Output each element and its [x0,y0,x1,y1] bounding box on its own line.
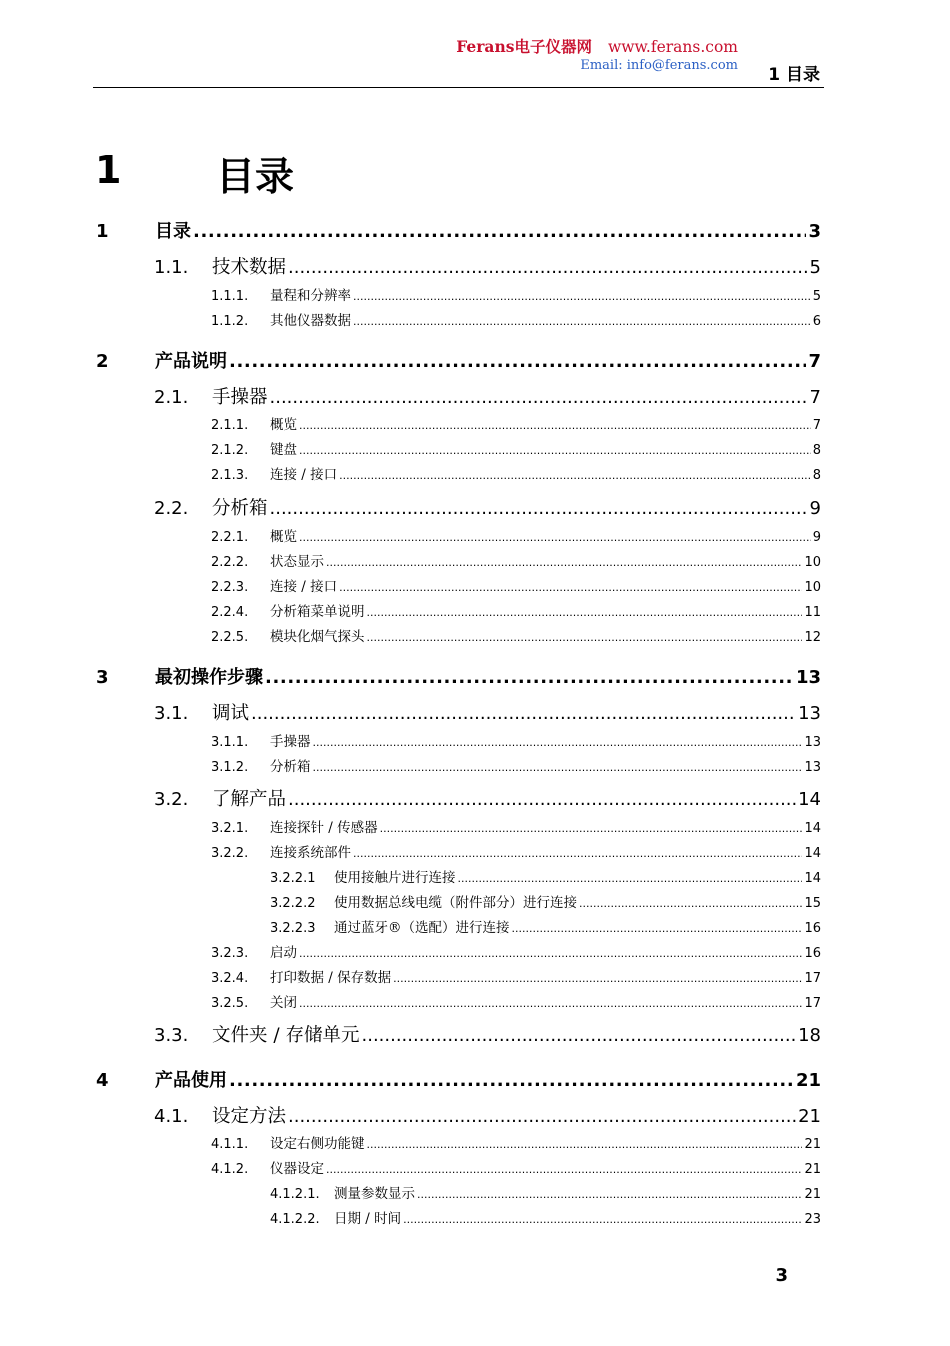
chapter-title: 目录 [216,155,295,200]
toc-entry-page: 18 [798,1025,821,1046]
toc-entry-title: 使用数据总线电缆（附件部分）进行连接 [334,895,577,911]
toc-entry[interactable] [154,699,821,725]
toc-entry-number: 3.2.5. [211,996,249,1011]
toc-entry-number: 3.1. [154,703,189,724]
toc-entry-number: 2.2.2. [211,555,249,570]
toc-dot-leader [458,872,803,885]
toc-entry-number: 4.1.1. [211,1137,249,1152]
toc-dot-leader [313,761,803,774]
toc-dot-leader [353,290,811,303]
toc-entry-page: 13 [795,667,821,688]
toc-entry-number: 4 [96,1070,109,1091]
toc-entry[interactable] [96,663,821,689]
toc-entry-page: 10 [804,580,821,595]
page-number: 3 [775,1265,788,1286]
toc-entry[interactable] [211,730,821,750]
toc-entry[interactable] [154,383,821,409]
toc-entry-number: 3.3. [154,1025,189,1046]
toc-entry-title: 量程和分辨率 [270,288,351,304]
toc-entry-title: 连接探针 / 传感器 [270,820,378,836]
toc-entry-number: 2.1.3. [211,468,249,483]
toc-entry-title: 关闭 [270,995,297,1011]
toc-entry[interactable] [211,841,821,861]
toc-entry-number: 1.1.2. [211,314,249,329]
toc-entry-page: 8 [812,468,821,483]
chapter-number: 1 [95,148,122,192]
toc-entry-title: 设定方法 [212,1106,287,1127]
toc-entry[interactable] [154,494,821,520]
toc-entry-number: 3.2.3. [211,946,249,961]
toc-entry[interactable] [270,916,821,936]
toc-dot-leader [339,581,802,594]
toc-entry-page: 5 [809,257,821,278]
toc-entry-title: 分析箱菜单说明 [270,604,365,620]
toc-entry-title: 调试 [212,703,250,724]
toc-entry-page: 9 [809,498,821,519]
toc-entry[interactable] [211,463,821,483]
toc-entry-number: 2.1. [154,387,189,408]
toc-entry-page: 21 [804,1137,821,1152]
toc-entry[interactable] [211,1157,821,1177]
toc-entry-page: 5 [812,289,821,304]
toc-entry-number: 4.1. [154,1106,189,1127]
toc-dot-leader [362,1025,797,1046]
toc-entry-title: 仪器设定 [270,1161,324,1177]
toc-dot-leader [313,736,803,749]
toc-entry-page: 13 [798,703,821,724]
toc-entry[interactable] [211,309,821,329]
toc-entry[interactable] [211,991,821,1011]
toc-entry[interactable] [211,550,821,570]
toc-entry[interactable] [154,253,821,279]
toc-entry-page: 17 [804,971,821,986]
toc-entry-title: 状态显示 [270,554,324,570]
toc-entry-page: 6 [812,314,821,329]
toc-entry[interactable] [211,1132,821,1152]
toc-dot-leader [326,1163,802,1176]
toc-entry-title: 了解产品 [212,789,287,810]
toc-entry[interactable] [211,284,821,304]
toc-dot-leader [403,1213,802,1226]
toc-entry-page: 21 [798,1106,821,1127]
toc-dot-leader [353,315,811,328]
toc-entry-page: 7 [812,418,821,433]
toc-entry-title: 目录 [155,221,191,242]
toc-entry[interactable] [211,966,821,986]
toc-entry-page: 7 [808,351,821,372]
toc-entry-title: 其他仪器数据 [270,313,351,329]
toc-dot-leader [288,257,808,278]
toc-dot-leader [380,822,803,835]
toc-entry-title: 模块化烟气探头 [270,629,365,645]
toc-dot-leader [299,444,811,457]
toc-dot-leader [367,631,803,644]
toc-entry-number: 2.2.4. [211,605,249,620]
toc-entry[interactable] [211,600,821,620]
toc-entry-number: 2.1.2. [211,443,249,458]
toc-entry-title: 打印数据 / 保存数据 [270,970,392,986]
toc-entry-page: 3 [808,221,821,242]
toc-entry-title: 产品使用 [155,1070,227,1091]
toc-entry-number: 2.1.1. [211,418,249,433]
header-divider [93,87,824,88]
toc-entry-number: 3.2.2.3 [270,921,316,936]
toc-entry-page: 10 [804,555,821,570]
toc-entry-number: 3.2.4. [211,971,249,986]
toc-entry-page: 17 [804,996,821,1011]
toc-entry[interactable] [270,1182,821,1202]
toc-entry-title: 技术数据 [212,257,287,278]
toc-entry[interactable] [96,1066,821,1092]
toc-entry[interactable] [154,1021,821,1047]
toc-entry-number: 1.1.1. [211,289,249,304]
toc-dot-leader [288,1106,796,1127]
toc-dot-leader [299,997,802,1010]
toc-dot-leader [299,419,811,432]
toc-dot-leader [193,221,806,242]
toc-entry[interactable] [211,755,821,775]
page-header [93,30,824,88]
toc-dot-leader [229,1070,794,1091]
toc-entry-page: 11 [804,605,821,620]
toc-dot-leader [339,469,811,482]
toc-entry-page: 21 [804,1187,821,1202]
toc-entry-number: 2.2.3. [211,580,249,595]
toc-entry-number: 1.1. [154,257,189,278]
header-brand [456,35,738,57]
toc-dot-leader [299,947,802,960]
toc-entry[interactable] [154,1102,821,1128]
toc-entry-number: 3.2.2.1 [270,871,316,886]
toc-dot-leader [270,387,808,408]
toc-entry-title: 概览 [270,417,297,433]
toc-entry-number: 3.2.2. [211,846,249,861]
toc-entry[interactable] [211,816,821,836]
toc-entry[interactable] [211,625,821,645]
toc-entry-number: 3.2. [154,789,189,810]
toc-entry-number: 2.2. [154,498,189,519]
toc-entry-number: 2.2.1. [211,530,249,545]
toc-entry-page: 21 [804,1162,821,1177]
header-chapter-title: 1 目录 [768,65,820,85]
toc-entry-title: 通过蓝牙®（选配）进行连接 [334,920,510,936]
toc-entry-title: 最初操作步骤 [155,667,263,688]
toc-dot-leader [229,351,806,372]
toc-entry[interactable] [270,866,821,886]
toc-entry-title: 连接系统部件 [270,845,351,861]
toc-entry-title: 分析箱 [212,498,268,519]
toc-entry-page: 8 [812,443,821,458]
toc-entry-title: 分析箱 [270,759,311,775]
toc-entry-page: 9 [812,530,821,545]
toc-dot-leader [270,498,808,519]
toc-entry-title: 启动 [270,945,297,961]
brand-url[interactable]: www.ferans.com [607,38,738,56]
toc-entry-number: 3.1.1. [211,735,249,750]
toc-entry-page: 7 [809,387,821,408]
toc-entry-page: 16 [804,946,821,961]
toc-entry[interactable] [211,413,821,433]
toc-entry-title: 文件夹 / 存储单元 [212,1025,360,1046]
toc-entry[interactable] [270,891,821,911]
toc-dot-leader [512,922,803,935]
toc-entry-page: 14 [804,846,821,861]
toc-entry-title: 设定右侧功能键 [270,1136,365,1152]
toc-entry-page: 23 [804,1212,821,1227]
toc-entry-page: 13 [804,735,821,750]
toc-entry-number: 3.2.1. [211,821,249,836]
toc-entry-page: 13 [804,760,821,775]
toc-entry-number: 2 [96,351,109,372]
toc-entry[interactable] [270,1207,821,1227]
toc-entry-number: 4.1.2.2. [270,1212,320,1227]
toc-entry-page: 15 [804,896,821,911]
toc-dot-leader [367,1138,803,1151]
toc-entry[interactable] [96,217,821,243]
toc-entry-number: 3.1.2. [211,760,249,775]
toc-entry[interactable] [211,438,821,458]
toc-entry[interactable] [154,785,821,811]
toc-entry-title: 手操器 [270,734,311,750]
toc-entry-number: 3.2.2.2 [270,896,316,911]
toc-entry-page: 21 [795,1070,821,1091]
toc-entry[interactable] [211,525,821,545]
toc-dot-leader [288,789,796,810]
toc-dot-leader [299,531,811,544]
toc-entry-title: 键盘 [270,442,297,458]
toc-entry[interactable] [211,575,821,595]
toc-entry-title: 产品说明 [155,351,227,372]
toc-entry[interactable] [96,347,821,373]
toc-entry-title: 连接 / 接口 [270,467,338,483]
toc-entry-number: 4.1.2. [211,1162,249,1177]
toc-dot-leader [393,972,802,985]
toc-entry-title: 手操器 [212,387,268,408]
toc-entry-page: 16 [804,921,821,936]
toc-dot-leader [265,667,794,688]
toc-entry[interactable] [211,941,821,961]
toc-entry-title: 测量参数显示 [334,1186,415,1202]
toc-entry-page: 12 [804,630,821,645]
toc-entry-title: 日期 / 时间 [334,1211,402,1227]
toc-entry-page: 14 [798,789,821,810]
toc-entry-number: 4.1.2.1. [270,1187,320,1202]
toc-dot-leader [367,606,803,619]
toc-entry-title: 使用接触片进行连接 [334,870,456,886]
toc-entry-page: 14 [804,821,821,836]
toc-entry-title: 概览 [270,529,297,545]
toc-entry-number: 3 [96,667,109,688]
toc-dot-leader [326,556,802,569]
toc-entry-number: 1 [96,221,109,242]
toc-entry-page: 14 [804,871,821,886]
toc-entry-number: 2.2.5. [211,630,249,645]
toc-dot-leader [417,1188,802,1201]
toc-entry-title: 连接 / 接口 [270,579,338,595]
toc-dot-leader [579,897,802,910]
header-email[interactable]: Email: info@ferans.com [580,58,738,73]
brand-name: Ferans电子仪器网 [456,37,592,56]
toc-dot-leader [353,847,802,860]
toc-dot-leader [251,703,796,724]
